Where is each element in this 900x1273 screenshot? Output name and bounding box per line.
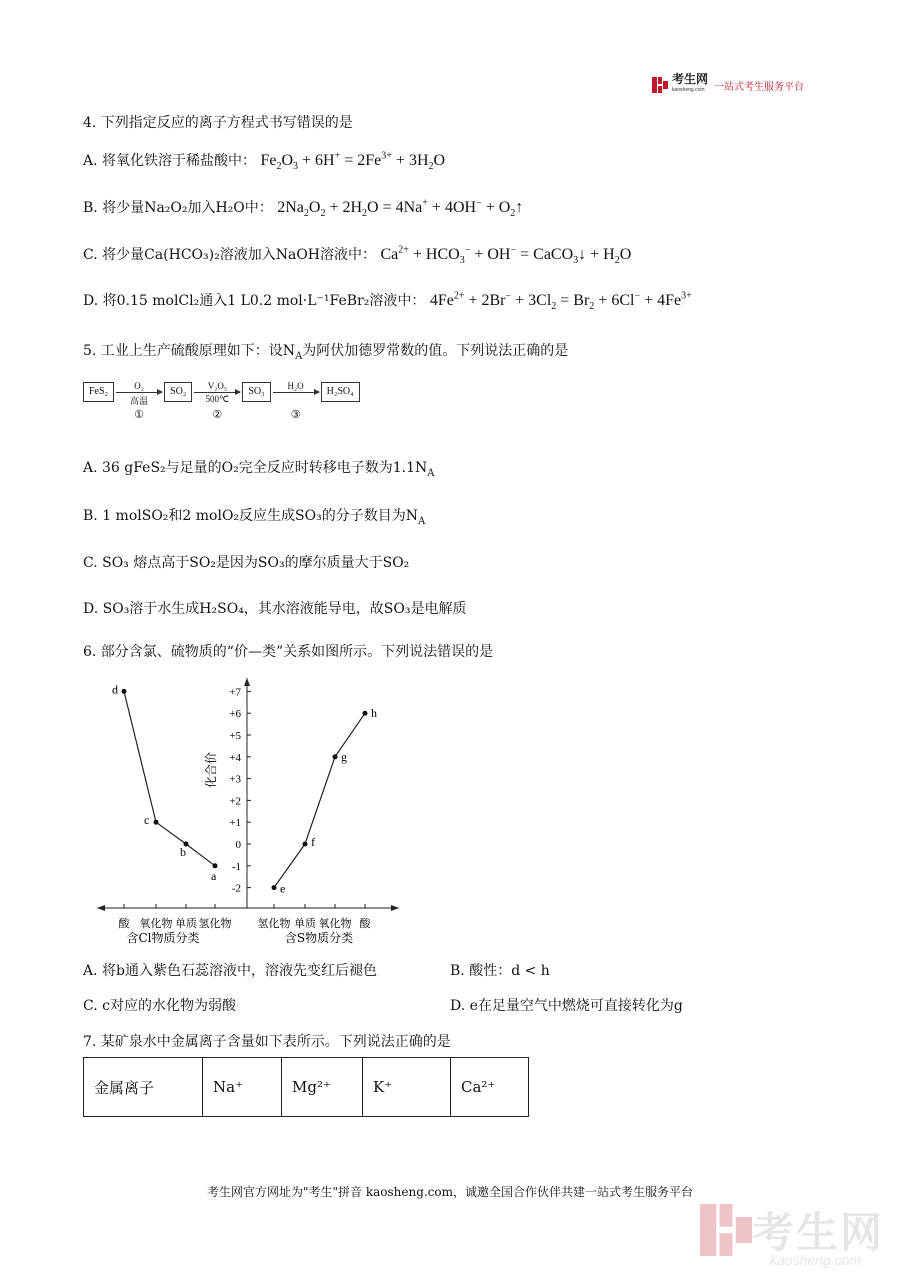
data-point-d bbox=[122, 689, 127, 694]
data-label-d: d bbox=[112, 682, 118, 697]
q6-stem: 6. 部分含氯、硫物质的“价—类”关系如图所示。下列说法错误的是 bbox=[83, 644, 494, 660]
y-tick-label: -2 bbox=[231, 882, 241, 895]
y-tick-label: +3 bbox=[229, 773, 241, 786]
q6-option-c: C. c对应的水化物为弱酸 bbox=[83, 998, 236, 1014]
x-tick-label: 氢化物 bbox=[257, 917, 291, 930]
y-tick-label: +2 bbox=[229, 795, 241, 808]
y-axis-arrow bbox=[244, 678, 250, 686]
x-axis-right-arrow bbox=[391, 905, 399, 911]
data-label-c: c bbox=[144, 813, 150, 828]
data-label-b: b bbox=[180, 845, 186, 859]
q4-stem: 4. 下列指定反应的离子方程式书写错误的是 bbox=[83, 115, 353, 131]
watermark-logo-icon bbox=[700, 1204, 752, 1256]
data-point-c bbox=[154, 820, 159, 825]
logo-text: 考生网 kaosheng.com bbox=[672, 72, 709, 93]
x-tick-label: 酸 bbox=[359, 917, 371, 930]
data-point-f bbox=[303, 842, 308, 847]
y-tick-label: +6 bbox=[229, 708, 241, 721]
q6-option-a: A. 将b通入紫色石蕊溶液中，溶液先变红后褪色 bbox=[83, 963, 377, 979]
series-line-Cl bbox=[124, 691, 215, 865]
logo-mark-icon bbox=[652, 77, 668, 93]
flow-arrow-2: V₂O₅ 500℃ ② bbox=[192, 382, 242, 412]
q6-option-d: D. e在足量空气中燃烧可直接转化为g bbox=[450, 998, 683, 1014]
data-label-f: f bbox=[311, 835, 315, 849]
y-tick-label: -1 bbox=[231, 860, 241, 873]
watermark bbox=[700, 1200, 885, 1268]
table-cell: K⁺ bbox=[363, 1058, 451, 1117]
x-tick-label: 氢化物 bbox=[198, 917, 232, 930]
flow-fes2: FeS₂ bbox=[83, 382, 114, 402]
y-tick-label: +7 bbox=[229, 686, 241, 699]
page-footer: 考生网官方网址为"考生"拼音 kaosheng.com，诚邀全国合作伙伴共建一站式考生服务平台 bbox=[206, 1185, 694, 1199]
q4-option-a: A. 将氧化铁溶于稀盐酸中： $Fe_2O_3 + 6H^+ = 2Fe^{3+} + 3H_2O$ bbox=[83, 150, 446, 173]
flow-h2so4: H₂SO₄ bbox=[321, 382, 360, 402]
watermark-domain: kaosheng.com bbox=[770, 1252, 862, 1268]
data-point-e bbox=[272, 885, 277, 890]
q4-option-d: D. 将0.15 molCl₂通入1 L0.2 mol·L⁻¹FeBr₂溶液中： $4Fe^{2+} + 2Br^- + 3Cl_2 = Br_2 + 6Cl^- + 4Fe^{3+}$ bbox=[83, 290, 692, 313]
table-cell: Na⁺ bbox=[203, 1058, 282, 1117]
header-logo bbox=[652, 74, 804, 96]
sulfuric-acid-flow bbox=[83, 381, 360, 421]
q5-option-c: C. SO₃ 熔点高于SO₂是因为SO₃的摩尔质量大于SO₂ bbox=[83, 555, 410, 571]
y-axis-label: 化合价 bbox=[204, 751, 218, 789]
data-point-a bbox=[213, 863, 218, 868]
data-point-g bbox=[333, 754, 338, 759]
table-row bbox=[84, 1058, 529, 1117]
data-label-a: a bbox=[211, 868, 217, 883]
flow-arrow-3: H₂O ③ bbox=[271, 382, 321, 412]
x-tick-label: 氧化物 bbox=[139, 917, 173, 930]
watermark-text: 考生网 bbox=[752, 1209, 885, 1256]
valence-category-chart bbox=[83, 670, 413, 955]
q5-option-d: D. SO₃溶于水生成H₂SO₄，其水溶液能导电，故SO₃是电解质 bbox=[83, 601, 467, 617]
data-point-h bbox=[363, 711, 368, 716]
data-label-h: h bbox=[371, 706, 377, 721]
x-tick-label: 单质 bbox=[294, 917, 316, 930]
table-cell: Ca²⁺ bbox=[451, 1058, 529, 1117]
flow-arrow-1: O₂ 高温 ① bbox=[114, 382, 164, 412]
flow-so2: SO₂ bbox=[164, 382, 192, 402]
q5-stem: 5. 工业上生产硫酸原理如下：设$N_A$为阿伏加德罗常数的值。下列说法正确的是 bbox=[83, 343, 569, 362]
flow-so3: SO₃ bbox=[242, 382, 270, 402]
x-axis-left-arrow bbox=[97, 905, 105, 911]
x-tick-label: 氧化物 bbox=[318, 917, 352, 930]
q4-option-b: B. 将少量Na₂O₂加入H₂O中： $2Na_2O_2 + 2H_2O = 4Na^+ + 4OH^-$ + $O_2↑$ bbox=[83, 197, 524, 220]
series-line-S bbox=[274, 713, 365, 887]
q4-option-c: C. 将少量Ca(HCO₃)₂溶液加入NaOH溶液中： $Ca^{2+} + HCO_3^- + OH^-$ = CaCO$_3$↓ + $H_2O$ bbox=[83, 244, 632, 267]
x-tick-label: 酸 bbox=[118, 917, 130, 930]
q7-stem: 7. 某矿泉水中金属离子含量如下表所示。下列说法正确的是 bbox=[83, 1034, 451, 1050]
left-group-label: 含Cl物质分类 bbox=[126, 931, 200, 945]
x-tick-label: 单质 bbox=[175, 917, 197, 930]
metal-ion-table bbox=[83, 1057, 529, 1117]
data-label-e: e bbox=[280, 881, 286, 896]
table-cell: Mg²⁺ bbox=[282, 1058, 363, 1117]
right-group-label: 含S物质分类 bbox=[284, 931, 354, 945]
q5-option-a: A. 36 gFeS₂与足量的O₂完全反应时转移电子数为$1.1N_A$ bbox=[83, 460, 435, 479]
y-tick-label: 0 bbox=[235, 839, 241, 851]
header-tagline: 一站式考生服务平台 bbox=[714, 81, 805, 93]
y-tick-label: +5 bbox=[229, 730, 241, 742]
table-cell: 金属离子 bbox=[84, 1058, 203, 1117]
data-label-g: g bbox=[341, 749, 347, 764]
q5-option-b: B. 1 molSO₂和2 molO₂反应生成SO₃的分子数目为$N_A$ bbox=[83, 508, 426, 527]
q6-option-b: B. 酸性：d < h bbox=[450, 963, 550, 979]
y-tick-label: +1 bbox=[229, 817, 241, 830]
y-tick-label: +4 bbox=[229, 751, 241, 764]
